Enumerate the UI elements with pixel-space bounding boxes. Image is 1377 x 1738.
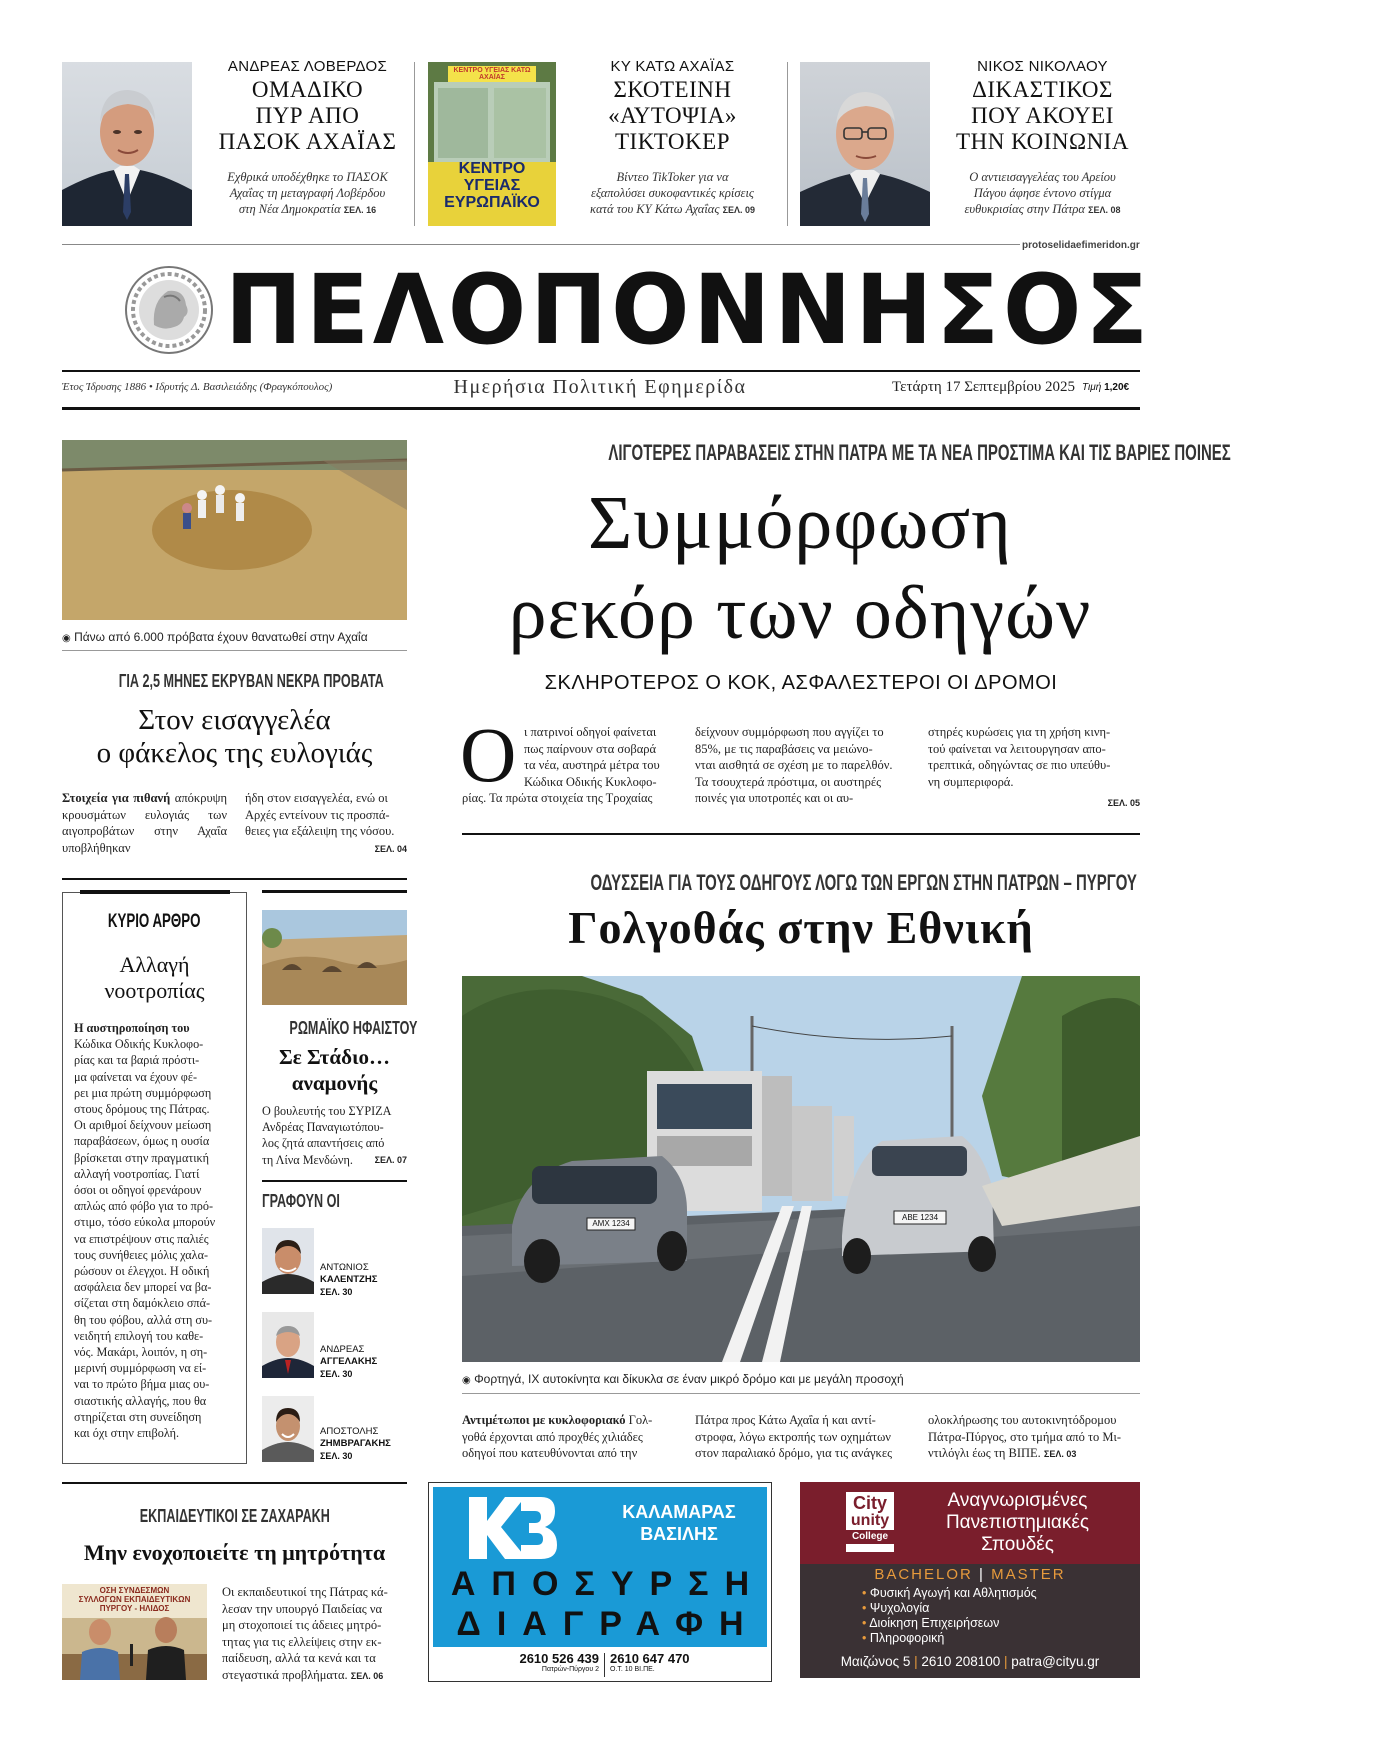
teaser-1-title: ΟΜΑΔΙΚΟ ΠΥΡ ΑΠΟ ΠΑΣΟΚ ΑΧΑΪΑΣ xyxy=(218,77,397,154)
main-page: ΣΕΛ. 05 xyxy=(1107,798,1140,808)
main-dropcap: Ο xyxy=(460,711,517,798)
editorial-line: παραβάσεων, όμως η ουσία xyxy=(74,1134,210,1149)
ad-kalamaras[interactable] xyxy=(428,1482,772,1682)
loverdos-photo xyxy=(62,62,192,226)
teaser-3[interactable] xyxy=(935,58,1150,233)
editorial-line: μα φαίνεται να έχουν φέ- xyxy=(74,1069,197,1084)
road-col-3: ολοκλήρωσης του αυτοκινητόδρομου Πάτρα-Πύργος, στο τμήμα από το Μι- ντιλόγλι έως τη ΒΙΠΕ. ΣΕΛ. 03 xyxy=(928,1413,1122,1460)
road-headline[interactable]: Γολγοθάς στην Εθνική xyxy=(568,902,1034,953)
sheep-caption: ◉ Πάνω από 6.000 πρόβατα έχουν θανατωθεί στην Αχαΐα xyxy=(62,630,368,644)
road-col-2: Πάτρα προς Κάτω Αχαΐα ή και αντί- στροφα, λόγω εκτροπής των οχημάτων στον παραλιακό δρόμο, για τις ανάγκες xyxy=(695,1413,893,1460)
editorial-kicker: ΚΥΡΙΟ ΑΡΘΡΟ xyxy=(108,911,201,932)
masthead-title: ΠΕΛΟΠΟΝΝΗΣΟΣ xyxy=(225,254,1152,366)
roman-kicker: ΡΩΜΑΪΚΟ ΗΦΑΙΣΤΟΥ xyxy=(289,1018,418,1038)
camera-icon: ◉ xyxy=(62,633,71,644)
main-col-2: δείχνουν συμμόρφωση που αγγίζει το 85%, με τις παραβάσεις να μειώνο- νται αισθητά σε σχέση με το παρελθόν. Τα τσουχτερά πρόστιμα, οι αυστηρές ποινές για υποτροπές και οι αυ- xyxy=(695,725,893,805)
roman-photo xyxy=(262,910,407,1005)
teaser-divider-2 xyxy=(787,62,788,226)
editorial-line: θη του φόβου, αλλά στη συ- xyxy=(74,1312,213,1327)
city-unity-programs: • Φυσική Αγωγή και Αθλητισμός • Ψυχολογία • Διοίκηση Επιχειρήσεων • Πληροφορική xyxy=(862,1586,1037,1645)
sheep-page: ΣΕΛ. 04 xyxy=(374,843,407,854)
masthead-rule-top xyxy=(62,370,1140,372)
car-plate-1: AMX 1234 xyxy=(592,1219,630,1228)
editorial-line: σίζεται στη δαμόκλειο σπά- xyxy=(74,1296,211,1311)
editorial-line: στηρίζεται στη συνείδηση xyxy=(74,1409,202,1424)
main-col-3: στηρές κυρώσεις για τη χρήση κινη- τού φαίνεται να λειτουργησαν απο- τρεπτικά, οδηγώντας σε πιο υπεύθυ- νη συμπεριφορά. ΣΕΛ. 05 xyxy=(928,725,1140,808)
teaser-3-title: ΔΙΚΑΣΤΙΚΟΣ ΠΟΥ ΑΚΟΥΕΙ ΤΗΝ ΚΟΙΝΩΝΙΑ xyxy=(956,77,1129,154)
road-caption-rule xyxy=(462,1393,1140,1394)
teachers-kicker: ΕΚΠΑΙΔΕΥΤΙΚΟΙ ΣΕ ΖΑΧΑΡΑΚΗ xyxy=(139,1506,330,1526)
watermark: protoselidaefimeridon.gr xyxy=(1022,240,1140,251)
masthead-founded: Έτος Ίδρυσης 1886 • Ιδρυτής Δ. Βασιλειάδης (Φραγκόπουλος) xyxy=(62,381,333,393)
editorial-line: στιμο, τόσο εύκολα μπορούν xyxy=(74,1215,216,1230)
teachers-page: ΣΕΛ. 06 xyxy=(350,1670,384,1681)
editorial-line: Οι αριθμοί δείχνουν μείωση xyxy=(74,1118,212,1133)
masthead-rule-bottom xyxy=(62,407,1140,410)
editorial-line: νειδητή επιλογή του καθε- xyxy=(74,1328,204,1343)
editorial-line: ρει μια πρώτη συμμόρφωση xyxy=(74,1085,212,1100)
health-sign-bottom: ΚΕΝΤΡΟ ΥΓΕΙΑΣ ΕΥΡΩΠΑΪΚΟ xyxy=(444,160,540,211)
editorial-line: νός. Μακάρι, λοιπόν, η ση- xyxy=(74,1345,208,1360)
sheep-bottom-rule xyxy=(62,878,407,880)
masthead-price: Τιμή 1,20€ xyxy=(1082,382,1130,393)
editorial-line: μερινή συμμόρφωση να εί- xyxy=(74,1361,207,1376)
editorial-top-bar xyxy=(80,890,230,894)
teaser-3-kicker: ΝΙΚΟΣ ΝΙΚΟΛΑΟΥ xyxy=(977,58,1108,75)
teaser-2-title: ΣΚΟΤΕΙΝΗ «ΑΥΤΟΨΙΑ» ΤΙΚΤΟΚΕΡ xyxy=(608,77,737,154)
writer-2[interactable]: ΑΝΔΡΕΑΣ ΑΓΓΕΛΑΚΗΣ ΣΕΛ. 30 xyxy=(320,1344,378,1379)
top-rule xyxy=(62,244,1140,245)
writers-kicker: ΓΡΑΦΟΥΝ ΟΙ xyxy=(262,1191,340,1211)
teaser-2[interactable] xyxy=(565,58,780,233)
city-unity-degrees: BACHELOR | MASTER xyxy=(874,1566,1066,1583)
teaser-2-page: ΣΕΛ. 09 xyxy=(722,205,755,215)
ad-kalamaras-contact-1: 2610 526 439 Πατρών-Πύργου 2 xyxy=(519,1651,599,1673)
editorial-line: βρίσκεται στην πραγματική xyxy=(74,1150,210,1165)
masthead-date: Τετάρτη 17 Σεπτεμβρίου 2025 xyxy=(892,379,1075,395)
sheep-col-1: Στοιχεία για πιθανή απόκρυψη κρουσμάτων ευλογιάς των αιγοπροβάτων στην Αχαΐα υποβλήθηκαν xyxy=(62,791,227,855)
teachers-banner: ΟΣΗ ΣΥΝΔΕΣΜΩΝ ΣΥΛΛΟΓΩΝ ΕΚΠΑΙΔΕΥΤΙΚΩΝ ΠΥΡΓΟΥ - ΗΛΙΔΟΣ xyxy=(78,1586,191,1613)
road-caption: ◉ Φορτηγά, ΙΧ αυτοκίνητα και δίκυκλα σε έναν μικρό δρόμο και με μεγάλη προσοχή xyxy=(462,1372,904,1386)
ad-kalamaras-name: ΚΑΛΑΜΑΡΑΣ ΒΑΣΙΛΗΣ xyxy=(622,1502,736,1544)
sheep-caption-rule xyxy=(62,650,407,651)
writer-3[interactable]: ΑΠΟΣΤΟΛΗΣ ΖΗΜΒΡΑΓΑΚΗΣ ΣΕΛ. 30 xyxy=(320,1426,391,1461)
main-col-1: ι πατρινοί οδηγοί φαίνεται πως παίρνουν στα σοβαρά τα νέα, αυστηρά μέτρα του Κώδικα Οδικής Κυκλοφο- ρίας. Τα πρώτα στοιχεία της Τροχαίας xyxy=(462,725,660,805)
teaser-1-kicker: ΑΝΔΡΕΑΣ ΛΟΒΕΡΔΟΣ xyxy=(227,58,388,75)
teachers-title[interactable]: Μην ενοχοποιείτε τη μητρότητα xyxy=(83,1540,386,1565)
road-kicker: ΟΔΥΣΣΕΙΑ ΓΙΑ ΤΟΥΣ ΟΔΗΓΟΥΣ ΛΟΓΩ ΤΩΝ ΕΡΓΩΝ ΣΤΗΝ ΠΑΤΡΩΝ – ΠΥΡΓΟΥ xyxy=(590,870,1137,895)
health-sign-top: ΚΕΝΤΡΟ ΥΓΕΙΑΣ ΚΑΤΩ ΑΧΑΪΑΣ xyxy=(453,67,531,81)
nikolaou-photo xyxy=(800,62,930,226)
road-photo xyxy=(462,976,1140,1362)
teaser-3-text: Ο αντιεισαγγελέας του Αρείου Πάγου άφησε έντονο στίγμα ευθυκρισίας στην Πάτρα ΣΕΛ. 08 xyxy=(964,170,1121,216)
ad-kalamaras-line2: ΔΙΑΓΡΑΦΗ xyxy=(456,1605,760,1643)
ad-kalamaras-contact-2: 2610 647 470 Ο.Τ. 10 ΒΙ.ΠΕ. xyxy=(610,1651,690,1673)
teaser-3-page: ΣΕΛ. 08 xyxy=(1088,205,1121,215)
writers-top-rule xyxy=(262,1180,407,1182)
ad-city-unity[interactable] xyxy=(800,1482,1140,1678)
teachers-body: Οι εκπαιδευτικοί της Πάτρας κά- λεσαν την υπουργό Παιδείας να μη στοχοποιεί τις άδειες μητρό- τητας για τις ελλείψεις στην εκ- παίδευση, αλλά τα κενά και τα στεγαστικά προβλήματα. ΣΕΛ. 06 xyxy=(222,1585,388,1682)
camera-icon: ◉ xyxy=(462,1375,471,1386)
teaser-divider-1 xyxy=(414,62,415,226)
editorial-line: αλλαγή νοοτροπίας. Γιατί xyxy=(74,1166,200,1181)
editorial-line: ναι το πρώτο βήμα μιας ου- xyxy=(74,1377,210,1392)
writer-1[interactable]: ΑΝΤΩΝΙΟΣ ΚΑΛΕΝΤΖΗΣ ΣΕΛ. 30 xyxy=(320,1262,378,1297)
editorial-line: τους συνήθειες μόλις χαλα- xyxy=(74,1247,209,1262)
city-unity-headline: Αναγνωρισμένες Πανεπιστημιακές Σπουδές xyxy=(945,1490,1090,1555)
roman-top-rule xyxy=(262,890,407,893)
editorial-line: ρίας και τα βαριά πρόστι- xyxy=(74,1053,200,1068)
masthead-emblem xyxy=(124,265,214,355)
teaser-1-page: ΣΕΛ. 16 xyxy=(343,205,377,215)
editorial-line: να επιστρέψουν στις παλιές xyxy=(74,1231,209,1246)
ad-kalamaras-divider xyxy=(604,1653,605,1677)
teaser-1[interactable] xyxy=(200,58,415,233)
editorial-line: στους δρόμους της Πάτρας. xyxy=(74,1102,210,1117)
editorial-body: Η αυστηροποίηση του Κώδικα Οδικής Κυκλοφο- ρίας και τα βαριά πρόστι- μα φαίνεται να έχουν φέ- ρει μια πρώτη συμμόρφωση στους δρόμους της Πάτρας. Οι αριθμοί δείχνουν μείωση παραβάσεων, όμως η ουσία βρίσκεται στην πραγματική αλλαγή νοοτροπίας. Γιατί όσοι οι οδηγοί φρενάρουν απλώς από φόβο για το πρό- στιμο, τόσο εύκολα μπορούν να επιστρέψουν στις παλιές τους συνήθειες μόλις χαλα- ρώσουν οι έλεγχοι. Η οδική ασφάλεια δεν μπορεί να βα- σίζεται στη δαμόκλειο σπά- θη του φόβου, αλλά στη συ- νειδητή επιλογή του καθε- νός. Μακάρι, λοιπόν, η ση- μερινή συμμόρφωση να εί- ναι το πρώτο βήμα μιας ου- σιαστικής αλλαγής, που θα στηρίζεται στη συνείδηση και όχι στην επιβολή. xyxy=(74,1020,236,1441)
health-center-photo xyxy=(428,62,556,226)
editorial-title[interactable]: Αλλαγή νοοτροπίας xyxy=(104,952,205,1003)
masthead-tagline: Ημερήσια Πολιτική Εφημερίδα xyxy=(453,376,747,398)
kb-logo-icon xyxy=(457,1493,557,1563)
sheep-kicker: ΓΙΑ 2,5 ΜΗΝΕΣ ΕΚΡΥΒΑΝ ΝΕΚΡΑ ΠΡΟΒΑΤΑ xyxy=(118,671,384,691)
teachers-top-rule xyxy=(62,1482,407,1484)
sheep-title[interactable]: Στον εισαγγελέα ο φάκελος της ευλογιάς xyxy=(96,704,373,769)
editorial-line: απλώς από φόβο για το πρό- xyxy=(74,1199,214,1214)
sheep-col-2: ήδη στον εισαγγελέα, ενώ οι Αρχές εντείνουν τις προσπά- θειες για εξάλειψη της νόσου. ΣΕΛ. 04 xyxy=(245,791,407,854)
main-subtitle: ΣΚΛΗΡΟΤΕΡΟΣ Ο ΚΟΚ, ΑΣΦΑΛΕΣΤΕΡΟΙ ΟΙ ΔΡΟΜΟΙ xyxy=(544,672,1058,694)
city-unity-logo: City unity College xyxy=(844,1490,896,1554)
editorial-line: σιαστικής αλλαγής, που θα xyxy=(74,1393,207,1408)
road-col-1: Αντιμέτωποι με κυκλοφοριακό Γολ- γοθά έρχονται από προχθές χιλιάδες οδηγοί που κατευθύνονται από την xyxy=(462,1413,653,1460)
editorial-line: ρώσουν οι έλεγχοι. Η οδική xyxy=(74,1264,210,1279)
teachers-photo xyxy=(62,1584,207,1680)
roman-page: ΣΕΛ. 07 xyxy=(374,1154,407,1165)
editorial-line: όσοι οι οδηγοί φρενάρουν xyxy=(74,1183,202,1198)
roman-body: Ο βουλευτής του ΣΥΡΙΖΑ Ανδρέας Παναγιωτόπου- λος ζητά απαντήσεις από τη Λίνα Μενδώνη. ΣΕΛ. 07 xyxy=(262,1104,407,1167)
main-bottom-rule xyxy=(462,833,1140,835)
road-page: ΣΕΛ. 03 xyxy=(1043,1449,1077,1459)
teaser-1-text: Εχθρικά υποδέχθηκε το ΠΑΣΟΚ Αχαΐας τη μεταγραφή Λοβέρδου στη Νέα Δημοκρατία ΣΕΛ. 16 xyxy=(227,170,388,216)
teaser-2-text: Βίντεο TikToker για να εξαπολύσει συκοφαντικές κρίσεις κατά του ΚΥ Κάτω Αχαΐας ΣΕΛ. 09 xyxy=(590,170,755,216)
roman-title[interactable]: Σε Στάδιο… αναμονής xyxy=(279,1045,390,1095)
car-plate-2: ABE 1234 xyxy=(901,1213,939,1222)
writer-1-avatar xyxy=(262,1228,314,1294)
teaser-2-kicker: ΚΥ ΚΑΤΩ ΑΧΑΪΑΣ xyxy=(610,58,735,75)
editorial-line: Κώδικα Οδικής Κυκλοφο- xyxy=(74,1037,204,1052)
writer-3-avatar xyxy=(262,1396,314,1462)
main-kicker: ΛΙΓΟΤΕΡΕΣ ΠΑΡΑΒΑΣΕΙΣ ΣΤΗΝ ΠΑΤΡΑ ΜΕ ΤΑ ΝΕΑ ΠΡΟΣΤΙΜΑ ΚΑΙ ΤΙΣ ΒΑΡΙΕΣ ΠΟΙΝΕΣ xyxy=(608,440,1231,465)
main-headline[interactable]: Συμμόρφωση ρεκόρ των οδηγών xyxy=(508,481,1092,655)
sheep-photo xyxy=(62,440,407,620)
city-unity-contact: Μαιζώνος 5 | 2610 208100 | patra@cityu.gr xyxy=(840,1654,1100,1669)
writer-2-avatar xyxy=(262,1312,314,1378)
ad-kalamaras-line1: ΑΠΟΣΥΡΣΗ xyxy=(450,1565,766,1603)
editorial-line: και όχι στην επιβολή. xyxy=(74,1426,180,1441)
editorial-line: ασφάλεια δεν μπορεί να βα- xyxy=(74,1280,212,1295)
